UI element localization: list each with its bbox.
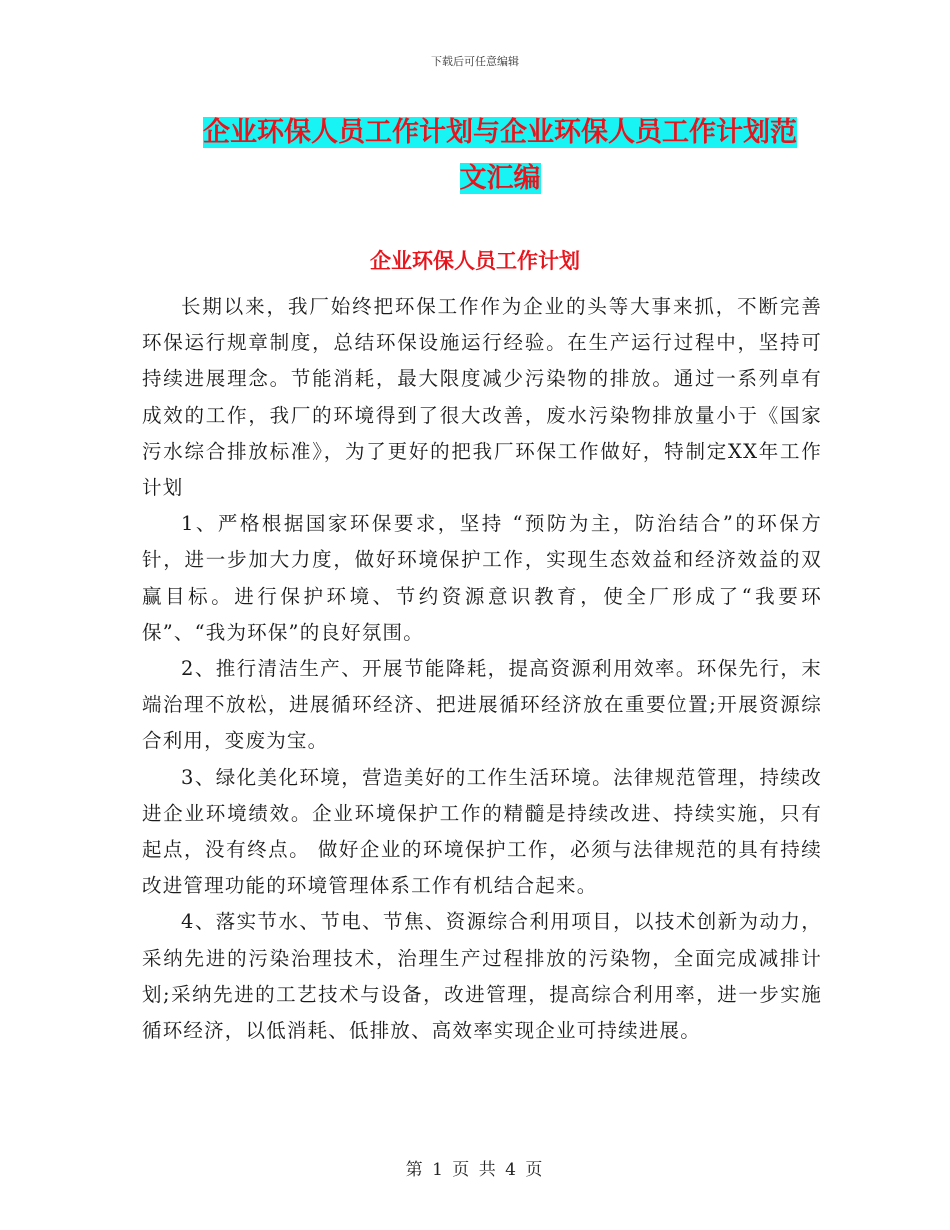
paragraph-intro: 长期以来，我厂始终把环保工作作为企业的头等大事来抓，不断完善环保运行规章制度，总结环保设施运行经验。在生产运行过程中，坚持可持续进展理念。节能消耗，最大限度减少污染物的排放。通过一系列卓有成效的工作，我厂的环境得到了很大改善，废水污染物排放量小于《国家污水综合排放标准》，为了更好的把我厂环保工作做好，特制定XX年工作计划 (142, 295, 822, 500)
paragraph-item-3: 3、绿化美化环境，营造美好的工作生活环境。法律规范管理，持续改进企业环境绩效。企业环境保护工作的精髓是持续改进、持续实施，只有起点，没有终点。 做好企业的环境保护工作，必须与法律规范的具有持续改进管理功能的环境管理体系工作有机结合起来。 (142, 765, 822, 898)
section-title: 企业环保人员工作计划 (370, 249, 580, 273)
paragraph-item-1: 1、严格根据国家环保要求，坚持 “预防为主，防治结合”的环保方针，进一步加大力度，做好环境保护工作，实现生态效益和经济效益的双赢目标。进行保护环境、节约资源意识教育，使全厂形成了“我要环保”、“我为环保”的良好氛围。 (142, 512, 822, 644)
paragraph-item-2: 2、推行清洁生产、开展节能降耗，提高资源利用效率。环保先行，末端治理不放松，进展循环经济、把进展循环经济放在重要位置;开展资源综合利用，变废为宝。 (142, 657, 822, 753)
document-body (142, 289, 822, 1049)
page-footer: 第 1 页 共 4 页 (405, 1160, 545, 1180)
paragraph-item-4: 4、落实节水、节电、节焦、资源综合利用项目，以技术创新为动力，采纳先进的污染治理技术，治理生产过程排放的污染物，全面完成减排计划;采纳先进的工艺技术与设备，改进管理，提高综合利用率，进一步实施循环经济，以低消耗、低排放、高效率实现企业可持续进展。 (142, 910, 822, 1043)
document-title-text: 企业环保人员工作计划与企业环保人员工作计划范文汇编 (203, 117, 797, 194)
header-note: 下载后可任意编辑 (431, 55, 519, 68)
document-title (190, 110, 810, 202)
